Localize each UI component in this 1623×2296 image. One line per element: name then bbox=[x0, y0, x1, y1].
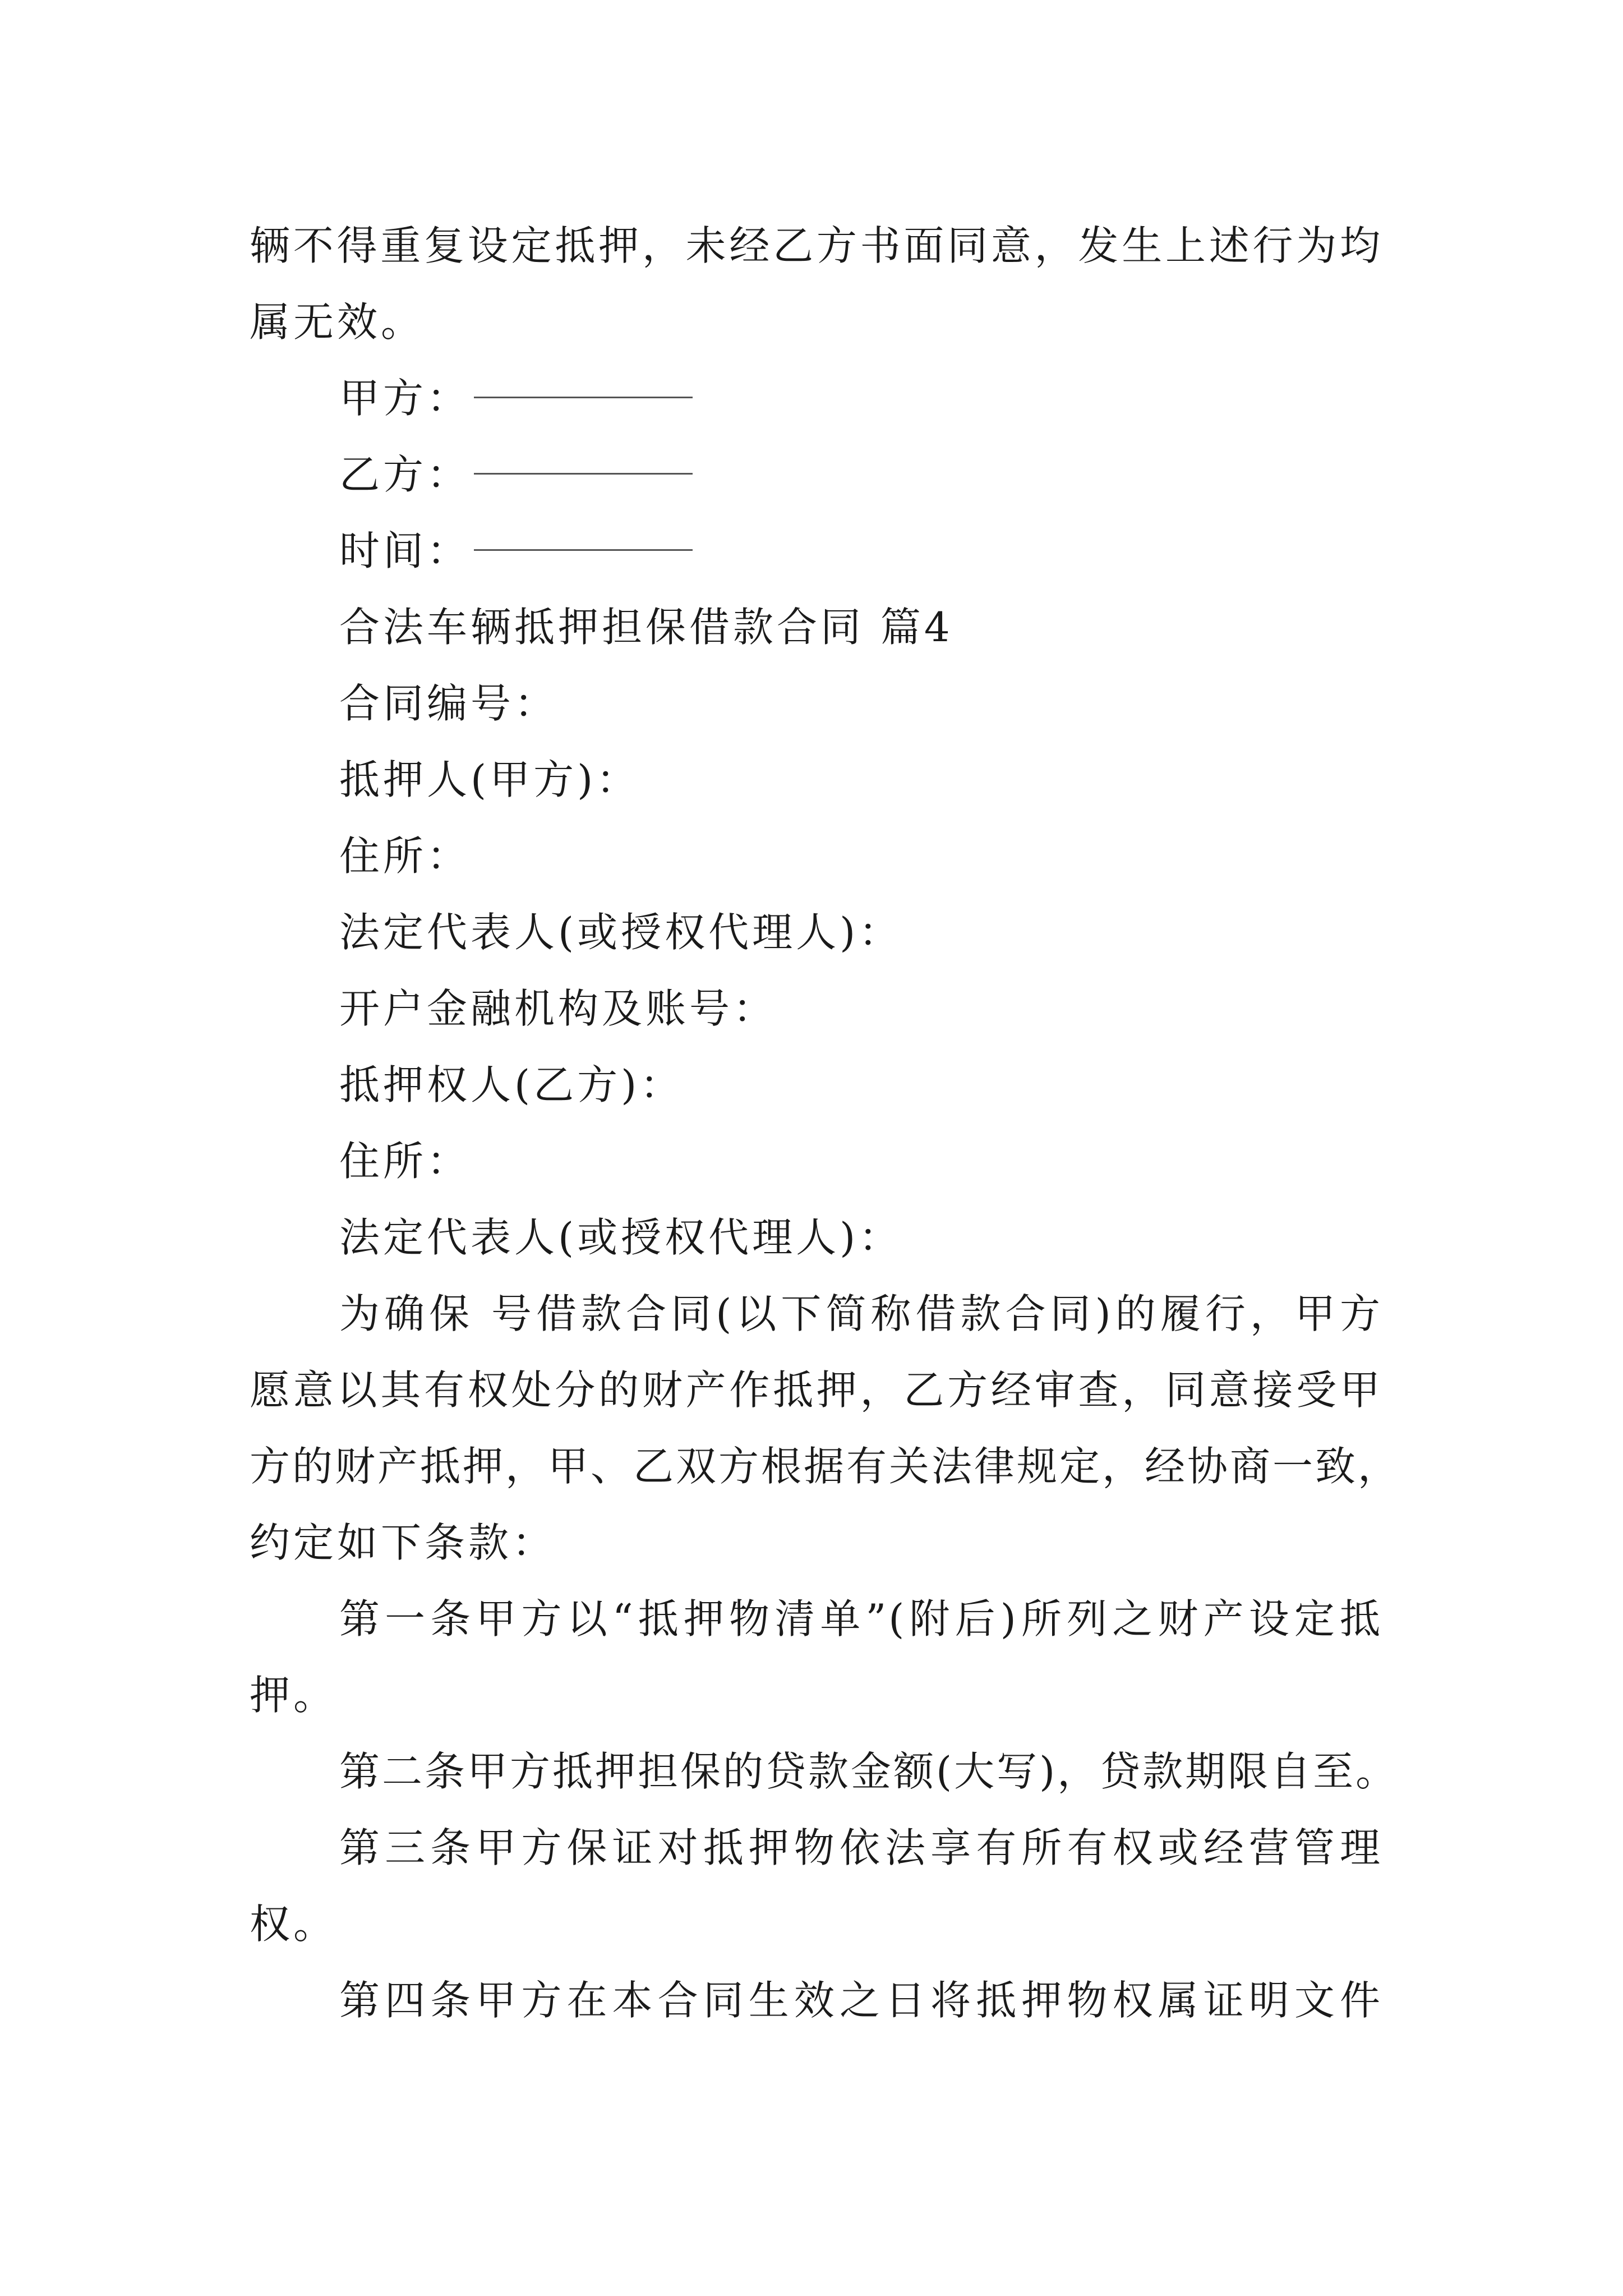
continuation-line: 属无效。 bbox=[250, 298, 425, 346]
article-line: 押。 bbox=[250, 1672, 338, 1719]
header-field: 抵押权人(乙方)： bbox=[339, 1061, 684, 1108]
header-field: 开户金融机构及账号： bbox=[339, 985, 777, 1032]
article-line: 第一条甲方以“抵押物清单”(附后)所列之财产设定抵 bbox=[339, 1595, 1382, 1642]
signature-date bbox=[250, 513, 1382, 589]
signature-blank bbox=[474, 471, 693, 475]
preamble-line: 方的财产抵押，甲、乙双方根据有关法律规定，经协商一致， bbox=[250, 1443, 1401, 1490]
article-line: 第四条甲方在本合同生效之日将抵押物权属证明文件 bbox=[339, 1977, 1382, 2024]
preamble-line: 为确保 号借款合同(以下简称借款合同)的履行，甲方 bbox=[339, 1290, 1382, 1337]
signature-label: 乙方： bbox=[339, 451, 471, 498]
article-line: 权。 bbox=[250, 1901, 338, 1948]
header-field: 住所： bbox=[339, 832, 471, 880]
document-body bbox=[250, 208, 1401, 2039]
header-field: 住所： bbox=[339, 1138, 471, 1185]
signature-party-b bbox=[250, 436, 1382, 513]
preamble-line: 愿意以其有权处分的财产作抵押，乙方经审查，同意接受甲 bbox=[250, 1366, 1382, 1414]
signature-blank bbox=[474, 394, 693, 398]
section-title: 合法车辆抵押担保借款合同 篇4 bbox=[339, 604, 953, 651]
header-field: 抵押人(甲方)： bbox=[339, 756, 640, 803]
signature-label: 甲方： bbox=[339, 375, 471, 422]
signature-party-a bbox=[250, 360, 1382, 436]
continuation-line: 辆不得重复设定抵押，未经乙方书面同意，发生上述行为均 bbox=[250, 222, 1382, 269]
signature-blank bbox=[474, 547, 693, 551]
article-line: 第三条甲方保证对抵押物依法享有所有权或经营管理 bbox=[339, 1824, 1382, 1871]
preamble-line: 约定如下条款： bbox=[250, 1519, 556, 1566]
signature-label: 时间： bbox=[339, 527, 471, 574]
header-field: 合同编号： bbox=[339, 680, 559, 727]
header-field: 法定代表人(或授权代理人)： bbox=[339, 1214, 903, 1261]
article-line: 第二条甲方抵押担保的贷款金额(大写)，贷款期限自至。 bbox=[339, 1748, 1399, 1795]
header-field: 法定代表人(或授权代理人)： bbox=[339, 909, 903, 956]
